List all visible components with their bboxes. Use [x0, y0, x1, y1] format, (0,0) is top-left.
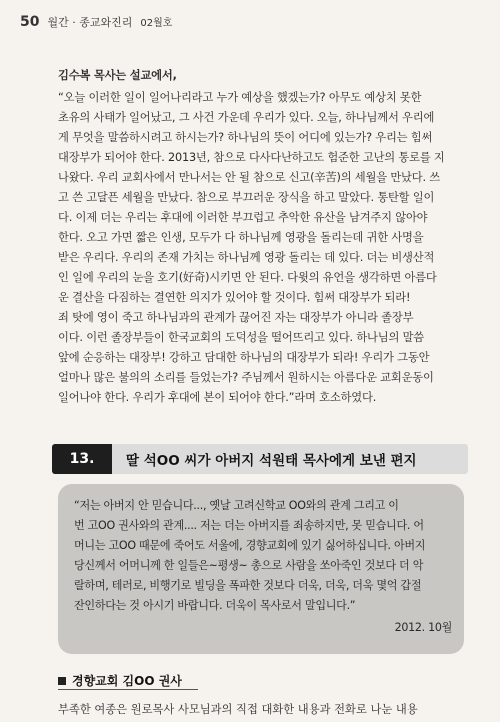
paragraph-line: 일어나야 한다. 우리가 후대에 본이 되어야 한다.”라며 호소하였다. [58, 391, 377, 404]
subheading [58, 672, 182, 689]
section-title: 딸 석OO 씨가 아버지 석원태 목사에게 보낸 편지 [126, 453, 417, 469]
magazine-title: 월간 · 종교와진리 [47, 16, 133, 29]
paragraph-line: 대장부가 되어야 한다. 2013년, 참으로 다사다난하고도 험준한 고난의 통로를 지 [58, 151, 445, 164]
paragraph-line: 초유의 사태가 일어났고, 그 사건 가운데 우리가 있다. 오늘, 하나님께서 우리에 [58, 111, 435, 124]
paragraph-line: 얼마나 많은 불의의 소리를 들었는가? 주님께서 원하시는 아름다운 교회운동이 [58, 371, 434, 384]
letter-quote-box [58, 484, 464, 654]
subheading-underline [58, 689, 198, 690]
subheading-text: 경향교회 김OO 권사 [72, 674, 182, 688]
body-line: 부족한 여종은 원로목사 사모님과의 직접 대화한 내용과 전화로 나눈 내용 [58, 703, 418, 716]
letter-text [74, 496, 452, 616]
letter-line: 머니는 고OO 때문에 죽어도 서울에, 경향교회에 있기 싫어하십니다. 아버지 [74, 539, 426, 552]
issue-label: 02월호 [140, 18, 173, 29]
letter-line: 잔인하다는 것 아시기 바랍니다. 더욱이 목사로서 말입니다.” [74, 599, 356, 612]
page-header [20, 14, 480, 36]
page-number: 50 [20, 14, 40, 30]
paragraph-line: 받은 우리다. 우리의 존재 가치는 하나님께 영광 돌리는 데 있다. 더는 비생산적 [58, 251, 435, 264]
paragraph-line: 고 쓴 고달픈 세월을 만났다. 참으로 부끄러운 장식을 하고 말았다. 통탄할 일이 [58, 191, 435, 204]
paragraph-line: 이다. 이런 졸장부들이 한국교회의 도덕성을 떨어뜨리고 있다. 하나님의 말씀 [58, 331, 425, 344]
square-bullet-icon [58, 677, 66, 685]
paragraph-line: 나왔다. 우리 교회사에서 만나서는 안 될 참으로 신고(辛苦)의 세월을 만났다. 쓰 [58, 171, 440, 184]
paragraph-line: 앞에 순응하는 대장부! 강하고 담대한 하나님의 대장부가 되라! 우리가 그동안 [58, 351, 430, 364]
letter-line: “저는 아버지 안 믿습니다..., 옛날 고려신학교 OO와의 관계 그리고 이 [74, 499, 399, 512]
paragraph-line: 한다. 오고 가면 짧은 인생, 모두가 다 하나님께 영광을 돌리는데 귀한 사명을 [58, 231, 424, 244]
section-heading [52, 444, 468, 474]
paragraph-line: 다. 이제 더는 우리는 후대에 이러한 부끄럽고 추악한 유산을 남겨주지 않아야 [58, 211, 428, 224]
paragraph-line: “오늘 이러한 일이 일어나리라고 누가 예상을 했겠는가? 아무도 예상치 못한 [58, 91, 422, 104]
letter-line: 번 고OO 권사와의 관계.... 저는 더는 아버지를 죄송하지만, 못 믿습니다. 어 [74, 519, 424, 532]
letter-line: 당신께서 어머니께 한 일들은~평생~ 총으로 사람을 쏘아죽인 것보다 더 악 [74, 559, 424, 572]
letter-line: 랄하며, 테러로, 비행기로 빌딩을 폭파한 것보다 더욱, 더욱, 더욱 몇억 갑절 [74, 579, 422, 592]
article-body [58, 66, 470, 408]
sermon-quote [58, 88, 470, 408]
speaker-intro: 김수복 목사는 설교에서, [58, 69, 177, 82]
paragraph-line: 운 결산을 다짐하는 결연한 의지가 있어야 할 것이다. 힘써 대장부가 되라! [58, 291, 411, 304]
letter-date: 2012. 10월 [394, 621, 452, 634]
paragraph-line: 게 무엇을 말씀하시려고 하시는가? 하나님의 뜻이 어디에 있는가? 우리는 힘써 [58, 131, 433, 144]
paragraph-line: 인 일에 우리의 눈을 호기(好奇)시키면 안 된다. 다윗의 유언을 생각하면 아름다 [58, 271, 437, 284]
paragraph-line: 죄 탓에 영이 죽고 하나님과의 관계가 끊어진 자는 대장부가 아니라 졸장부 [58, 311, 414, 324]
section-number: 13. [52, 444, 112, 474]
